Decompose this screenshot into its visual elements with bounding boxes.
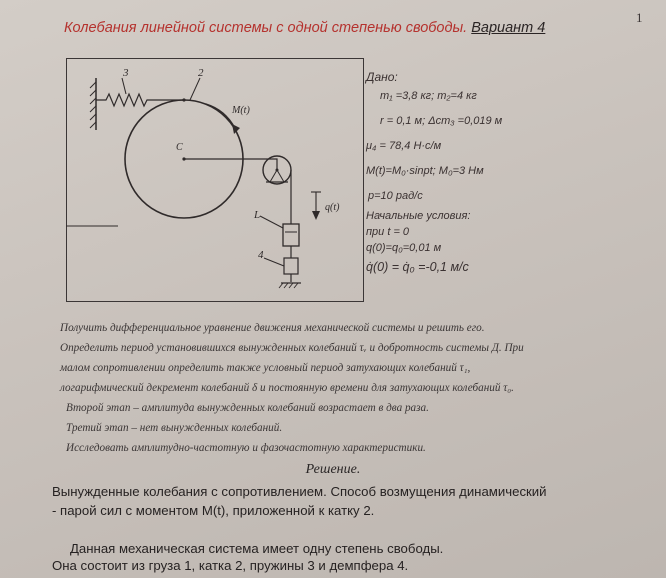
title-main: Колебания линейной системы с одной степенью свободы. — [64, 20, 468, 36]
solution-line: - парой сил с моментом M(t), приложенной к катку 2. — [52, 503, 375, 518]
title-variant: Вариант 4 — [471, 20, 546, 36]
problem-line: Исследовать амплитудно-частотную и фазочастотную характеристики. — [66, 442, 426, 454]
mechanical-system-diagram — [66, 58, 364, 302]
problem-line: малом сопротивлении определить также условный период затухающих колебаний τ₁, — [60, 362, 471, 374]
given-frequency: p=10 рад/с — [368, 190, 423, 202]
spring-label: 3 — [123, 67, 129, 79]
roller-top-point — [182, 98, 185, 101]
spring — [96, 94, 184, 106]
solution-heading: Решение. — [305, 462, 361, 477]
center-label: C — [176, 142, 183, 153]
coordinate-label: q(t) — [325, 202, 340, 213]
pulley-support — [270, 170, 284, 182]
damper-leader — [260, 216, 283, 228]
solution-line: Вынужденные колебания с сопротивлением. Способ возмущения динамический — [52, 484, 547, 499]
solution-text — [52, 482, 662, 520]
roller-label: 2 — [198, 67, 204, 79]
moment-label: M(t) — [232, 105, 250, 116]
given-damping: μ₄ = 78,4 Н·с/м — [366, 140, 442, 152]
given-masses: m₁ =3,8 кг; m₂=4 кг — [380, 90, 477, 102]
given-initial-heading: Начальные условия: — [366, 210, 471, 222]
roller-leader — [190, 78, 200, 100]
wall-hatching — [90, 82, 96, 128]
bottom-ground-hatching — [279, 283, 298, 288]
problem-line: Второй этап – амплитуда вынужденных колебаний возрастает в два раза. — [66, 402, 429, 414]
given-initial-velocity: q̇(0) = q̇₀ =-0,1 м/с — [366, 260, 469, 274]
damper — [283, 224, 299, 246]
damper-label: 4 — [258, 249, 264, 261]
load — [284, 258, 298, 274]
problem-statement — [60, 318, 660, 458]
load-leader — [264, 258, 284, 266]
problem-line: Третий этап – нет вынужденных колебаний. — [66, 422, 283, 434]
problem-line: Определить период установившихся вынужденных колебаний τᵥ и добротность системы Д. При — [60, 342, 524, 354]
problem-line: Получить дифференциальное уравнение движения механической системы и решить его. — [60, 322, 485, 334]
system-line: Она состоит из груза 1, катка 2, пружины 3 и демпфера 4. — [52, 558, 409, 573]
damper-letter-label: L — [254, 209, 261, 221]
coordinate-arrowhead — [312, 211, 320, 220]
given-initial-position: q(0)=q₀=0,01 м — [366, 242, 442, 254]
given-moment: M(t)=M₀·sinpt; M₀=3 Нм — [366, 165, 484, 177]
page-number: 1 — [636, 10, 643, 25]
page-title — [64, 20, 624, 36]
problem-line: логарифмический декремент колебаний δ и постоянную времени для затухающих колебаний τ₀. — [60, 382, 514, 394]
given-time: при t = 0 — [366, 226, 410, 238]
given-heading: Дано: — [366, 70, 398, 84]
given-radius: r = 0,1 м; Δст₃ =0,019 м — [380, 115, 503, 127]
system-description — [52, 540, 662, 574]
spring-leader — [122, 78, 126, 94]
system-line: Данная механическая система имеет одну степень свободы. — [70, 541, 444, 556]
